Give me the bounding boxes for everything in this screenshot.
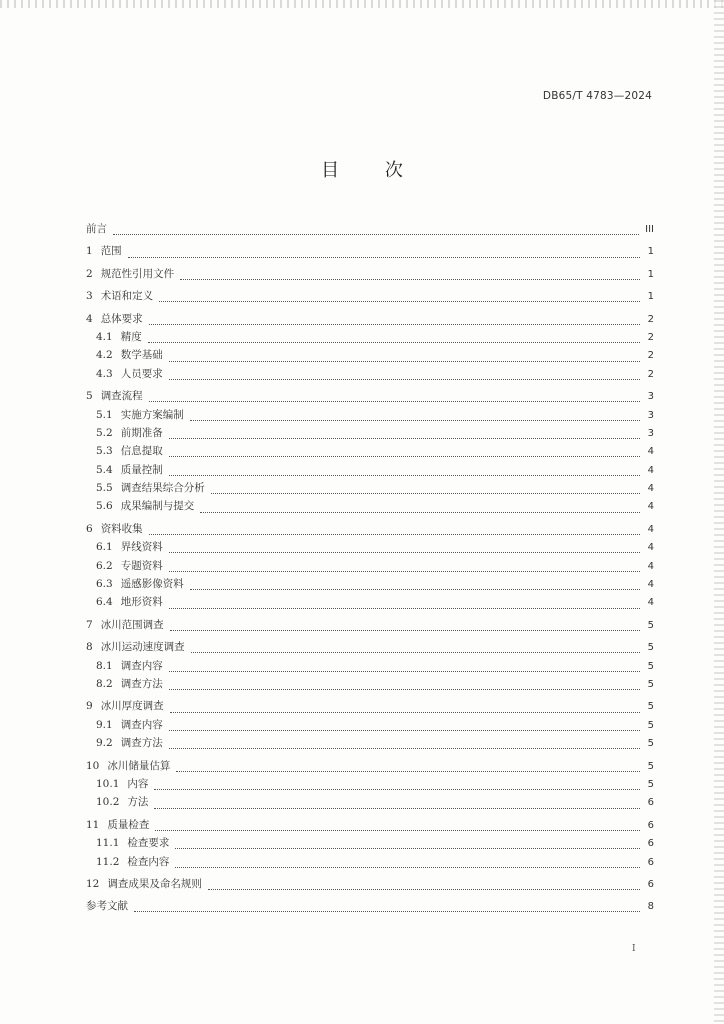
toc-entry-label: 参考文献 bbox=[86, 900, 128, 913]
toc-subentry[interactable] bbox=[86, 717, 654, 735]
dot-leader bbox=[169, 360, 640, 362]
toc-subentry[interactable] bbox=[86, 539, 654, 557]
toc-entry-number: 5.5 bbox=[96, 482, 113, 495]
toc-entry-label: 质量控制 bbox=[120, 463, 163, 476]
dot-leader bbox=[170, 711, 640, 713]
toc-subentry[interactable] bbox=[86, 794, 654, 812]
toc-entry-page: 5 bbox=[647, 760, 654, 772]
toc-subentry[interactable] bbox=[86, 407, 654, 425]
toc-entry-number: 5.6 bbox=[96, 500, 113, 513]
toc-entry-label: 精度 bbox=[120, 330, 142, 343]
dot-leader bbox=[175, 866, 640, 868]
toc-entry-label: 检查内容 bbox=[127, 855, 170, 868]
toc-entry-label: 资料收集 bbox=[100, 522, 143, 535]
toc-subentry[interactable] bbox=[86, 594, 654, 612]
toc-entry-page: 4 bbox=[647, 483, 654, 495]
toc-entry-number: 2 bbox=[86, 267, 93, 280]
toc-entry[interactable] bbox=[86, 266, 654, 284]
toc-entry[interactable] bbox=[86, 898, 654, 916]
toc-entry-number: 5.2 bbox=[96, 426, 113, 439]
toc-entry-page: 1 bbox=[647, 246, 654, 258]
toc-entry-label: 内容 bbox=[127, 777, 149, 790]
toc-entry-number: 4.2 bbox=[96, 349, 113, 362]
dot-leader bbox=[128, 256, 640, 258]
dot-leader bbox=[149, 533, 640, 535]
toc-entry-page: 3 bbox=[647, 427, 654, 439]
toc-entry-number: 6.2 bbox=[96, 559, 113, 572]
toc-entry-page: 6 bbox=[647, 819, 654, 831]
toc-entry-page: 6 bbox=[647, 878, 654, 890]
toc-entry[interactable] bbox=[86, 639, 654, 657]
toc-subentry[interactable] bbox=[86, 462, 654, 480]
toc-subentry[interactable] bbox=[86, 443, 654, 461]
toc-entry[interactable] bbox=[86, 288, 654, 306]
toc-entry-label: 调查流程 bbox=[100, 390, 143, 403]
dot-leader bbox=[211, 492, 640, 494]
dot-leader bbox=[148, 341, 640, 343]
toc-entry-number: 6 bbox=[86, 522, 93, 535]
toc-entry-number: 7 bbox=[86, 618, 93, 631]
toc-subentry[interactable] bbox=[86, 425, 654, 443]
toc-entry-page: 4 bbox=[647, 579, 654, 591]
toc-entry-number: 8.2 bbox=[96, 677, 113, 690]
dot-leader bbox=[169, 378, 640, 380]
toc-entry-label: 成果编制与提交 bbox=[120, 500, 195, 513]
toc-entry[interactable] bbox=[86, 521, 654, 539]
toc-entry-page: 6 bbox=[647, 797, 654, 809]
dot-leader bbox=[169, 474, 640, 476]
toc-entry-number: 11.1 bbox=[96, 837, 120, 850]
toc-entry-label: 冰川范围调查 bbox=[100, 618, 164, 631]
dot-leader bbox=[155, 829, 640, 831]
toc-entry-number: 5.1 bbox=[96, 408, 113, 421]
toc-entry-label: 方法 bbox=[127, 796, 149, 809]
toc-entry-label: 界线资料 bbox=[120, 541, 163, 554]
toc-entry-page: 2 bbox=[647, 313, 654, 325]
toc-entry-page: 3 bbox=[647, 391, 654, 403]
toc-entry-label: 调查方法 bbox=[120, 737, 163, 750]
dot-leader bbox=[169, 688, 640, 690]
toc-entry-label: 调查结果综合分析 bbox=[120, 482, 205, 495]
toc-entry-page: 1 bbox=[647, 268, 654, 280]
dot-leader bbox=[134, 910, 640, 912]
toc-entry-number: 3 bbox=[86, 290, 93, 303]
toc-entry-page: 5 bbox=[647, 701, 654, 713]
toc-entry-label: 遥感影像资料 bbox=[120, 578, 184, 591]
toc-entry-label: 前期准备 bbox=[120, 426, 163, 439]
toc-entry-page: 4 bbox=[647, 446, 654, 458]
dot-leader bbox=[175, 847, 640, 849]
dot-leader bbox=[154, 807, 640, 809]
toc-entry-page: 2 bbox=[647, 368, 654, 380]
toc-subentry[interactable] bbox=[86, 835, 654, 853]
toc-subentry[interactable] bbox=[86, 558, 654, 576]
toc-entry-page: 4 bbox=[647, 597, 654, 609]
toc-entry[interactable] bbox=[86, 243, 654, 261]
toc-entry-label: 调查内容 bbox=[120, 659, 163, 672]
dot-leader bbox=[169, 455, 640, 457]
toc-entry-page: 4 bbox=[647, 523, 654, 535]
dot-leader bbox=[149, 323, 640, 325]
dot-leader bbox=[208, 888, 640, 890]
toc-subentry[interactable] bbox=[86, 480, 654, 498]
toc-entry-label: 调查内容 bbox=[120, 718, 163, 731]
toc-entry-page: 4 bbox=[647, 501, 654, 513]
dot-leader bbox=[170, 629, 640, 631]
toc-entry-page: 8 bbox=[647, 901, 654, 913]
toc-subentry[interactable] bbox=[86, 498, 654, 516]
toc-entry-label: 冰川厚度调查 bbox=[100, 700, 164, 713]
toc-subentry[interactable] bbox=[86, 347, 654, 365]
toc-entry-number: 12 bbox=[86, 877, 100, 890]
toc-entry-label: 范围 bbox=[100, 245, 122, 258]
toc-entry-label: 冰川运动速度调查 bbox=[100, 641, 185, 654]
toc-entry-label: 人员要求 bbox=[120, 367, 163, 380]
toc-entry-number: 10 bbox=[86, 759, 100, 772]
toc-subentry[interactable] bbox=[86, 658, 654, 676]
toc-entry[interactable] bbox=[86, 817, 654, 835]
toc-entry-page: III bbox=[645, 224, 654, 235]
toc-entry-number: 1 bbox=[86, 245, 93, 258]
toc-entry[interactable] bbox=[86, 698, 654, 716]
toc-entry-label: 地形资料 bbox=[120, 596, 163, 609]
toc-entry-number: 8 bbox=[86, 641, 93, 654]
toc-entry-number: 10.1 bbox=[96, 777, 120, 790]
toc-entry-page: 1 bbox=[647, 291, 654, 303]
toc-entry-page: 2 bbox=[647, 350, 654, 362]
toc-entry-number: 5.4 bbox=[96, 463, 113, 476]
dot-leader bbox=[169, 670, 640, 672]
dot-leader bbox=[169, 570, 640, 572]
toc-entry-number: 5 bbox=[86, 390, 93, 403]
toc-entry-page: 5 bbox=[647, 719, 654, 731]
toc-entry-label: 检查要求 bbox=[127, 837, 170, 850]
toc-entry[interactable] bbox=[86, 876, 654, 894]
table-of-contents bbox=[86, 221, 654, 917]
toc-entry-label: 冰川储量估算 bbox=[107, 759, 171, 772]
toc-entry-number: 9.1 bbox=[96, 718, 113, 731]
toc-entry-label: 前言 bbox=[86, 223, 107, 235]
dot-leader bbox=[180, 278, 640, 280]
dot-leader bbox=[149, 400, 640, 402]
toc-entry-page: 5 bbox=[647, 660, 654, 672]
toc-entry-label: 总体要求 bbox=[100, 312, 143, 325]
dot-leader bbox=[169, 747, 640, 749]
toc-entry-page: 3 bbox=[647, 409, 654, 421]
toc-subentry[interactable] bbox=[86, 576, 654, 594]
dot-leader bbox=[169, 437, 640, 439]
toc-entry-page: 5 bbox=[647, 738, 654, 750]
dot-leader bbox=[190, 588, 640, 590]
toc-entry[interactable] bbox=[86, 617, 654, 635]
dot-leader bbox=[200, 511, 640, 513]
toc-entry-page: 4 bbox=[647, 542, 654, 554]
dot-leader bbox=[169, 551, 640, 553]
scan-edge-right bbox=[714, 0, 724, 1024]
toc-entry-number: 5.3 bbox=[96, 445, 113, 458]
standard-code: DB65/T 4783—2024 bbox=[542, 90, 652, 102]
toc-entry[interactable] bbox=[86, 221, 654, 239]
toc-entry-page: 6 bbox=[647, 856, 654, 868]
toc-entry-number: 4.1 bbox=[96, 330, 113, 343]
toc-entry-page: 5 bbox=[647, 619, 654, 631]
toc-subentry[interactable] bbox=[86, 329, 654, 347]
toc-entry-label: 调查方法 bbox=[120, 677, 163, 690]
dot-leader bbox=[154, 788, 640, 790]
toc-entry-page: 6 bbox=[647, 838, 654, 850]
dot-leader bbox=[113, 233, 639, 235]
toc-entry[interactable] bbox=[86, 388, 654, 406]
toc-subentry[interactable] bbox=[86, 776, 654, 794]
toc-subentry[interactable] bbox=[86, 366, 654, 384]
page-title: 目 次 bbox=[321, 160, 423, 181]
toc-entry-label: 术语和定义 bbox=[100, 290, 154, 303]
toc-entry-number: 6.3 bbox=[96, 578, 113, 591]
toc-entry-page: 5 bbox=[647, 778, 654, 790]
toc-entry-label: 质量检查 bbox=[107, 818, 150, 831]
toc-entry-label: 实施方案编制 bbox=[120, 408, 184, 421]
toc-entry-number: 4.3 bbox=[96, 367, 113, 380]
toc-entry-page: 4 bbox=[647, 464, 654, 476]
toc-entry-label: 调查成果及命名规则 bbox=[107, 877, 202, 890]
toc-entry-number: 9.2 bbox=[96, 737, 113, 750]
dot-leader bbox=[169, 607, 640, 609]
dot-leader bbox=[191, 651, 640, 653]
dot-leader bbox=[169, 729, 640, 731]
toc-entry-number: 9 bbox=[86, 700, 93, 713]
scan-edge-top bbox=[0, 0, 724, 8]
page-number: I bbox=[632, 944, 636, 954]
toc-subentry[interactable] bbox=[86, 854, 654, 872]
dot-leader bbox=[190, 419, 640, 421]
toc-entry-label: 专题资料 bbox=[120, 559, 163, 572]
toc-entry-number: 6.1 bbox=[96, 541, 113, 554]
toc-entry-label: 规范性引用文件 bbox=[100, 267, 175, 280]
dot-leader bbox=[159, 300, 640, 302]
toc-entry-number: 11 bbox=[86, 818, 100, 831]
toc-entry-page: 5 bbox=[647, 678, 654, 690]
dot-leader bbox=[176, 770, 640, 772]
toc-entry-label: 数学基础 bbox=[120, 349, 163, 362]
toc-entry-number: 11.2 bbox=[96, 855, 120, 868]
toc-entry-number: 6.4 bbox=[96, 596, 113, 609]
toc-entry-label: 信息提取 bbox=[120, 445, 163, 458]
toc-entry[interactable] bbox=[86, 311, 654, 329]
toc-entry-page: 4 bbox=[647, 560, 654, 572]
toc-entry-number: 8.1 bbox=[96, 659, 113, 672]
toc-subentry[interactable] bbox=[86, 676, 654, 694]
toc-entry-number: 4 bbox=[86, 312, 93, 325]
toc-subentry[interactable] bbox=[86, 735, 654, 753]
toc-entry-page: 2 bbox=[647, 331, 654, 343]
toc-entry[interactable] bbox=[86, 758, 654, 776]
toc-entry-number: 10.2 bbox=[96, 796, 120, 809]
toc-entry-page: 5 bbox=[647, 642, 654, 654]
